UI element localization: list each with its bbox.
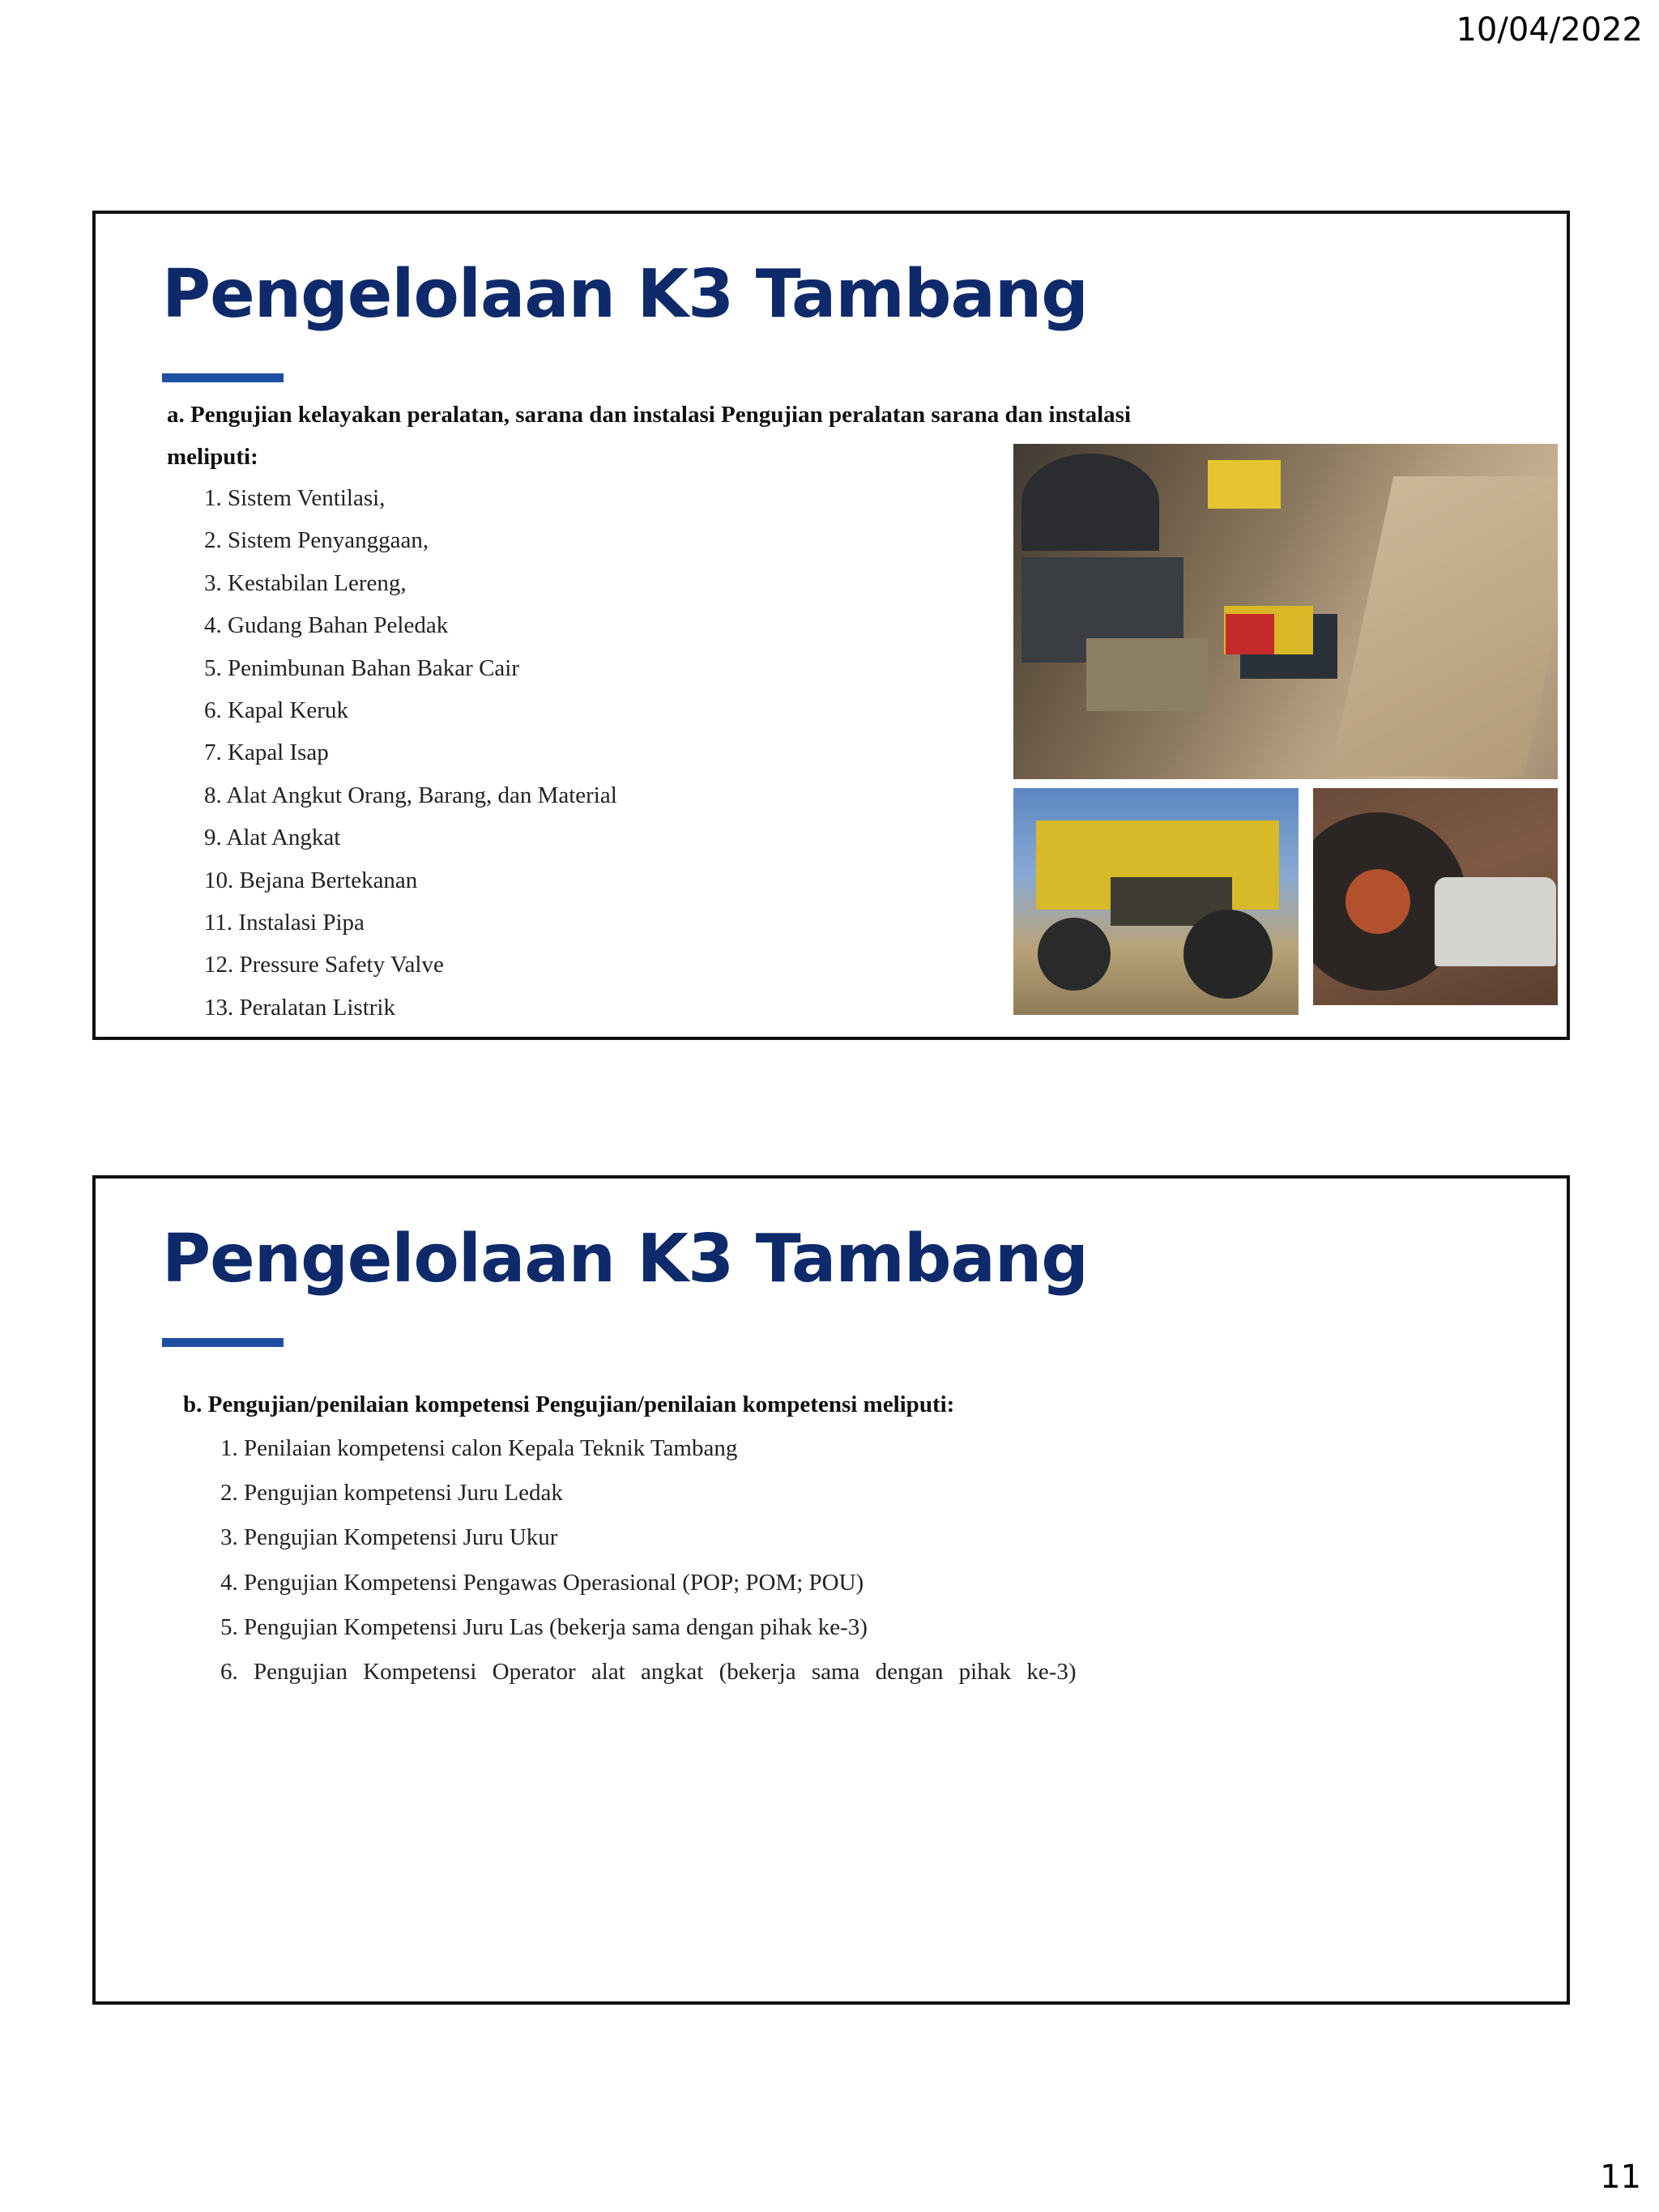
list-item: 13. Peralatan Listrik — [204, 994, 395, 1021]
section-intro: b. Pengujian/penilaian kompetensi Pengujian/penilaian kompetensi meliputi: — [183, 1392, 955, 1417]
list-item: 2. Sistem Penyanggaan, — [204, 527, 429, 554]
competency-test-list — [220, 1426, 1233, 1694]
list-item: 3. Pengujian Kompetensi Juru Ukur — [220, 1524, 558, 1551]
list-item: 5. Penimbunan Bahan Bakar Cair — [204, 654, 519, 681]
list-item: 7. Kapal Isap — [204, 739, 329, 766]
list-item: 8. Alat Angkut Orang, Barang, dan Material — [204, 782, 617, 808]
title-accent-bar — [162, 1338, 284, 1347]
slide-title: Pengelolaan K3 Tambang — [162, 256, 1088, 333]
haul-truck-photo — [1013, 788, 1299, 1015]
list-item: 1. Penilaian kompetensi calon Kepala Teknik Tambang — [220, 1435, 738, 1461]
list-item: 11. Instalasi Pipa — [204, 910, 365, 936]
list-item: 5. Pengujian Kompetensi Juru Las (bekerja sama dengan pihak ke-3) — [220, 1613, 868, 1640]
list-item: 3. Kestabilan Lereng, — [204, 569, 407, 596]
list-item: 4. Pengujian Kompetensi Pengawas Operasional (POP; POM; POU) — [220, 1569, 864, 1596]
list-item: 1. Sistem Ventilasi, — [204, 485, 386, 511]
mining-site-photo — [1013, 444, 1558, 779]
page-date: 10/04/2022 — [1456, 11, 1643, 49]
list-item: 4. Gudang Bahan Peledak — [204, 612, 449, 639]
page-number: 11 — [1600, 2159, 1641, 2196]
list-item: 10. Bejana Bertekanan — [204, 867, 418, 893]
slide-1 — [92, 211, 1570, 1040]
list-item: 9. Alat Angkat — [204, 825, 341, 851]
slide-title: Pengelolaan K3 Tambang — [162, 1221, 1088, 1298]
list-item: 6. Pengujian Kompetensi Operator alat angkat (bekerja sama dengan pihak ke-3) — [220, 1659, 1077, 1686]
list-item: 6. Kapal Keruk — [204, 697, 348, 724]
list-item: 12. Pressure Safety Valve — [204, 952, 444, 978]
section-intro: a. Pengujian kelayakan peralatan, sarana dan instalasi Pengujian peralatan sarana dan instalasi meliputi: — [167, 402, 1132, 470]
truck-accident-photo — [1313, 788, 1558, 1005]
equipment-test-list — [204, 477, 617, 1029]
list-item: 2. Pengujian kompetensi Juru Ledak — [220, 1480, 563, 1507]
slide-2 — [92, 1175, 1570, 2005]
title-accent-bar — [162, 373, 284, 382]
